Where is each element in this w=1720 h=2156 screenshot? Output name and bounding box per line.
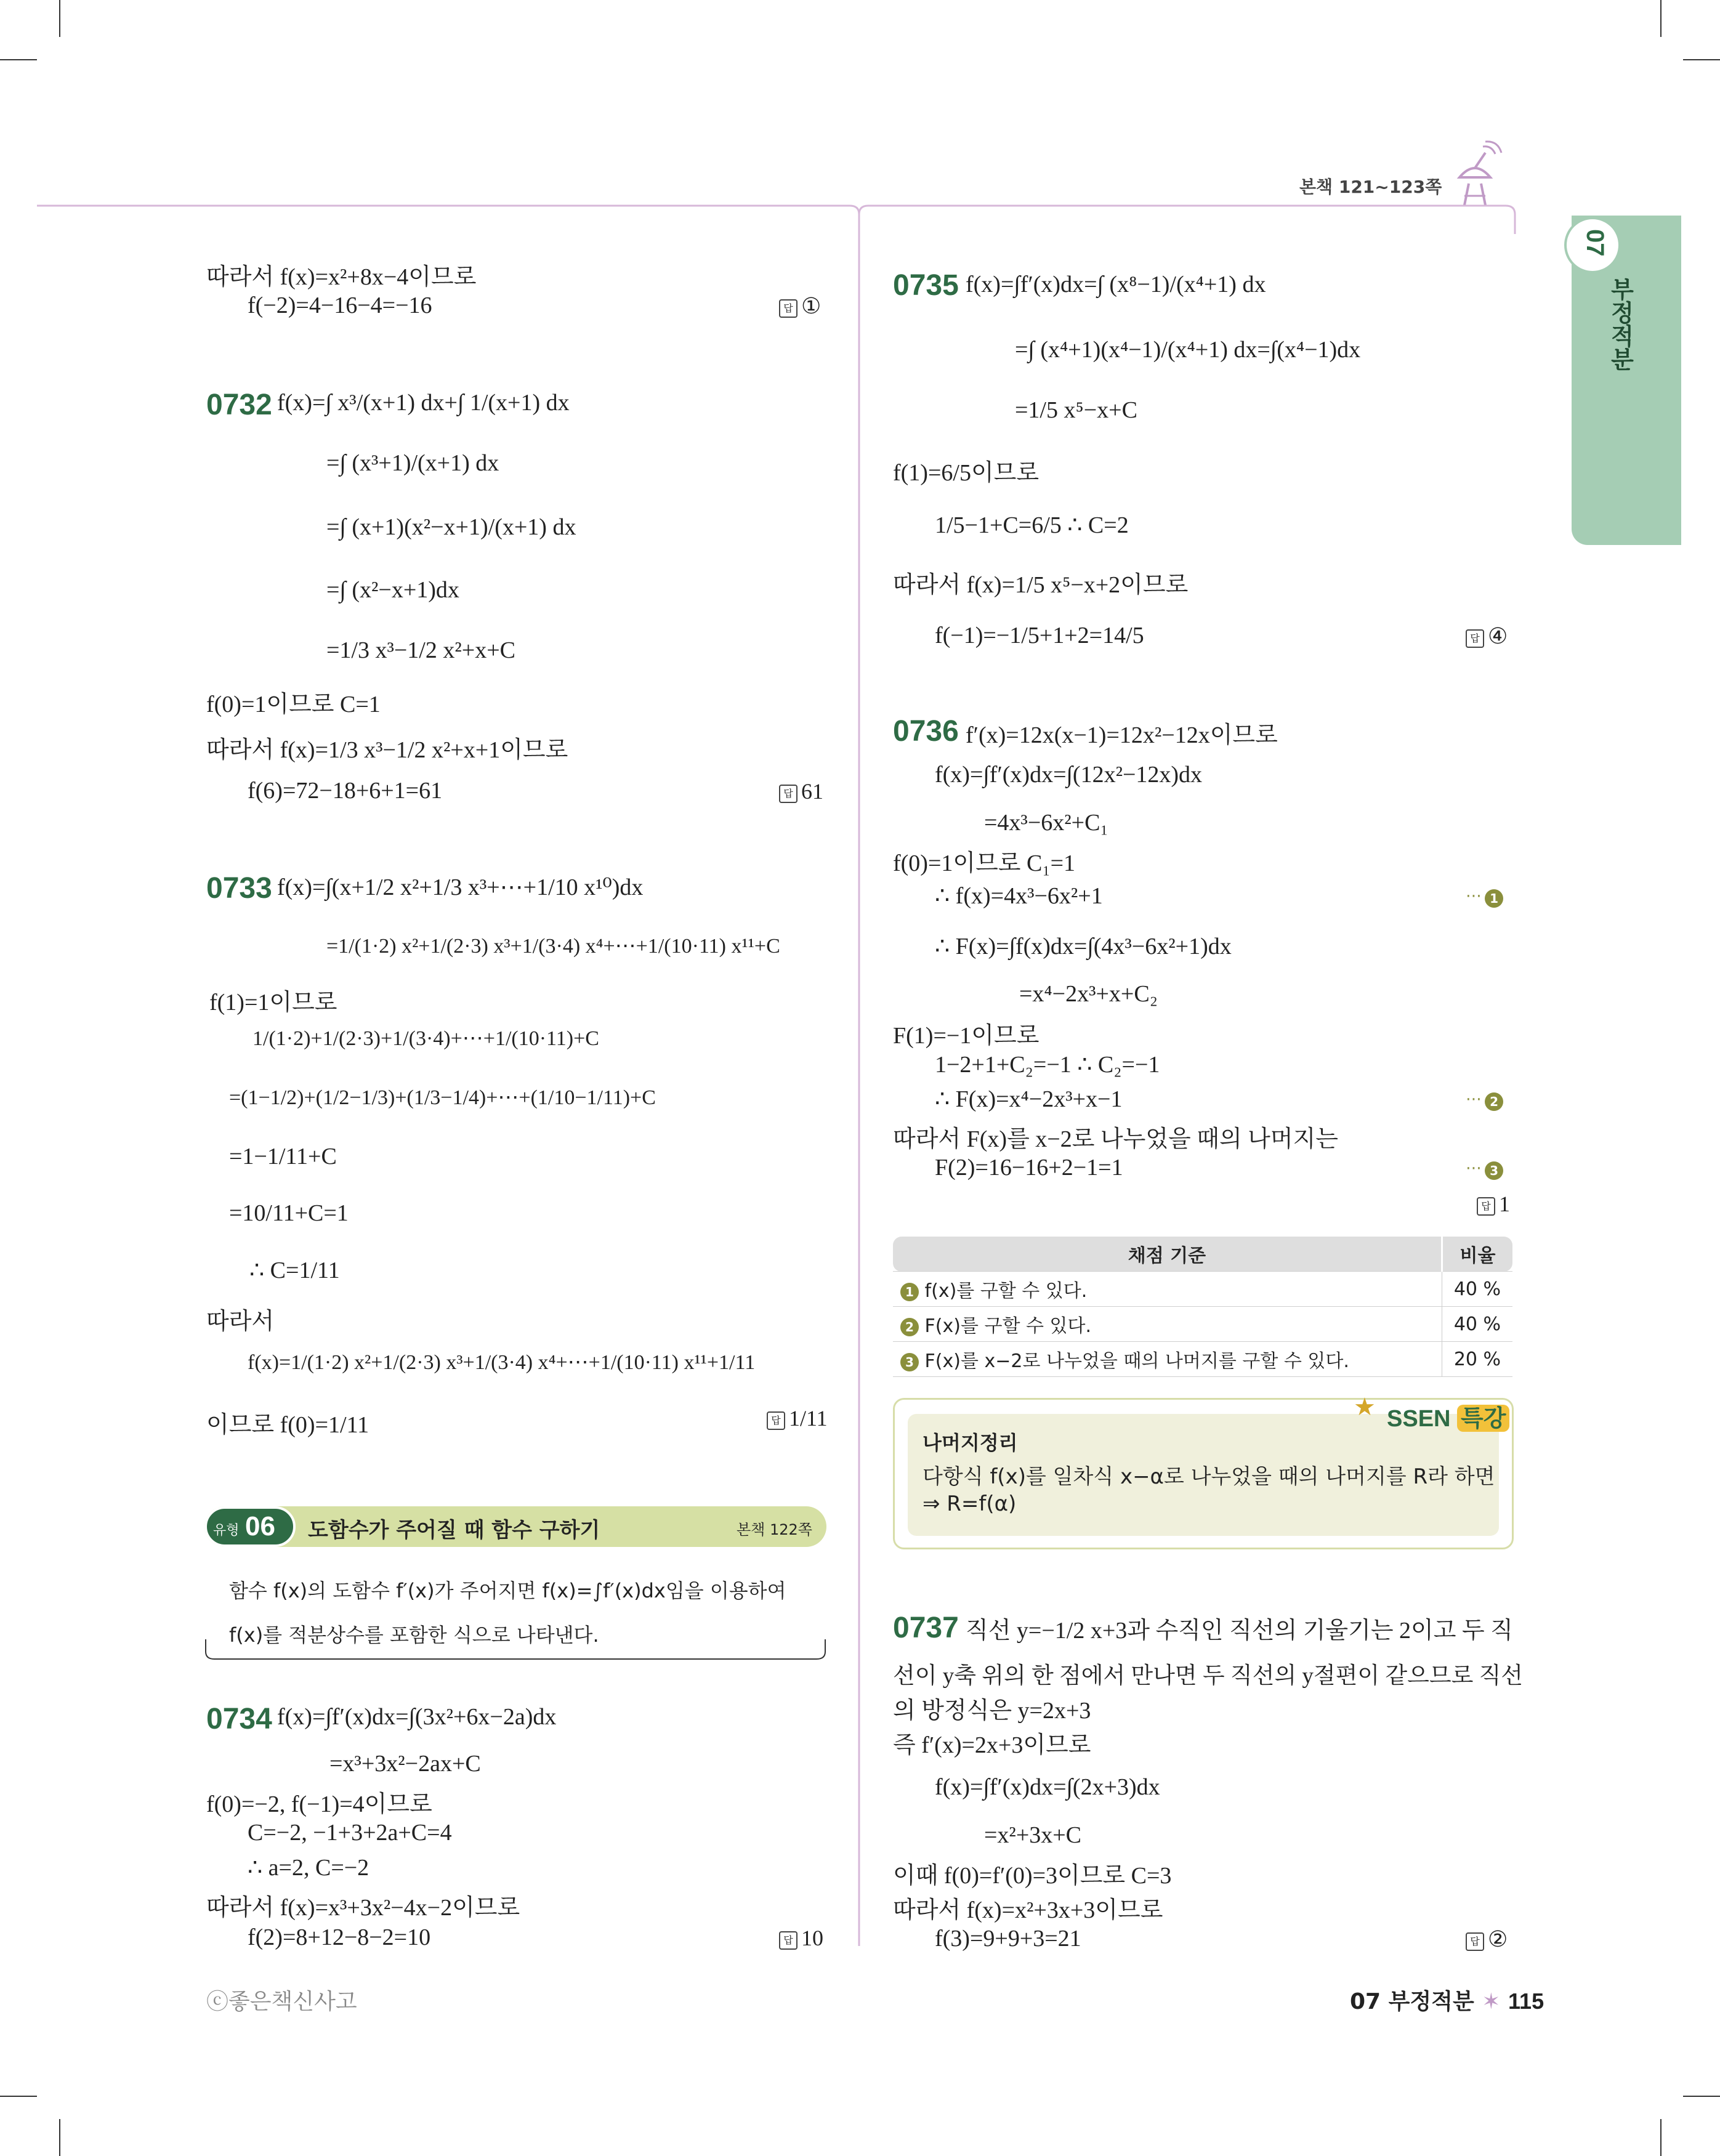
answer-value: 10 [801,1926,823,1950]
solution-line: f(x)=∫f′(x)dx=∫(3x²+6x−2a)dx [277,1704,557,1730]
answer-badge-icon: 답 [1477,1197,1495,1216]
answer [1466,623,1508,649]
grading-table [893,1237,1512,1377]
grading-row [893,1307,1512,1342]
grading-criterion: F(x)를 x−2로 나누었을 때의 나머지를 구할 수 있다. [924,1351,1349,1372]
solution-line: F(2)=16−16+2−1=1 [935,1155,1123,1181]
solution-line: f′(x)=12x(x−1)=12x²−12x이므로 [966,722,1278,748]
answer-badge-icon: 답 [1466,1932,1484,1951]
type-badge-label: 유형 [213,1523,240,1538]
problem-number: 0736 [893,715,959,748]
solution-line: =x⁴−2x³+x+C₂ [1019,981,1158,1007]
special-logo-tag: 특강 [1457,1405,1509,1432]
solution-line: f(3)=9+9+3=21 [935,1926,1081,1952]
solution-line: =1−1/11+C [229,1144,337,1169]
grading-criterion: f(x)를 구할 수 있다. [924,1280,1088,1302]
special-title: 나머지정리 [923,1431,1018,1455]
solution-line: f(x)=∫f′(x)dx=∫ (x⁸−1)/(x⁴+1) dx [966,272,1266,297]
step-marker-2: 2 [900,1318,919,1336]
answer-value: ④ [1488,624,1508,648]
solution-line: 의 방정식은 y=2x+3 [893,1698,1091,1724]
crop-mark [59,0,60,37]
intro-line: f(−2)=4−16−4=−16 [248,293,432,318]
solution-line: =4x³−6x²+C₁ [984,810,1108,836]
solution-line: f(0)=1이므로 C₁=1 [893,850,1076,876]
solution-line: f(6)=72−18+6+1=61 [248,778,443,804]
solution-line: 따라서 f(x)=1/5 x⁵−x+2이므로 [893,572,1189,598]
step-marker: ⋯ 1 [1466,887,1503,908]
crop-mark [59,2119,60,2156]
answer-value: 61 [801,779,823,804]
solution-line: =x³+3x²−2ax+C [329,1751,481,1777]
grading-header-row [893,1237,1512,1272]
type-title: 도함수가 주어질 때 함수 구하기 [308,1518,600,1543]
answer-badge-icon: 답 [779,299,797,318]
solution-line: =∫ (x³+1)/(x+1) dx [326,450,499,476]
solution-line: 따라서 f(x)=1/3 x³−1/2 x²+x+1이므로 [206,737,568,763]
solution-line: 이므로 f(0)=1/11 [206,1412,369,1438]
star-icon: ★ [1354,1393,1376,1421]
type-badge-number: 06 [245,1511,275,1541]
problem-number: 0732 [206,389,272,421]
answer-value: ② [1488,1927,1508,1952]
footer-chapter [1350,1984,1544,2016]
copyright: ⓒ좋은책신사고 [206,1989,357,2014]
special-logo-text: SSEN [1387,1406,1451,1432]
problem-number: 0735 [893,269,959,302]
solution-line: 1/5−1+C=6/5 ∴ C=2 [935,512,1129,538]
footer-chapter-title: 07 부정적분 [1350,1989,1474,2014]
type-box-bracket [204,1638,828,1663]
grading-ratio: 40 % [1442,1272,1512,1307]
solution-line: f(x)=∫ x³/(x+1) dx+∫ 1/(x+1) dx [277,390,570,416]
crop-mark [1660,0,1661,37]
solution-line: f(x)=∫f′(x)dx=∫(2x+3)dx [935,1774,1160,1800]
solution-line: f(0)=1이므로 C=1 [206,692,381,717]
solution-line: F(1)=−1이므로 [893,1023,1040,1049]
page-reference: 본책 121~123쪽 [1299,177,1442,197]
solution-line: f(−1)=−1/5+1+2=14/5 [935,623,1144,648]
solution-line: 따라서 f(x)=x³+3x²−4x−2이므로 [206,1895,520,1921]
page-frame [37,197,1524,1958]
crop-mark [1683,2096,1720,2097]
special-line: 다항식 f(x)를 일차식 x−α로 나누었을 때의 나머지를 R라 하면 [923,1464,1495,1489]
solution-line: ∴ f(x)=4x³−6x²+1 [935,883,1103,909]
answer [1466,1926,1508,1952]
answer [779,778,823,804]
solution-line: =10/11+C=1 [229,1200,349,1226]
page-number: 115 [1508,1988,1544,2014]
step-marker-1: 1 [900,1283,919,1301]
type-badge [204,1506,296,1547]
solution-line: 즉 f′(x)=2x+3이므로 [893,1732,1091,1758]
chapter-tab-number: 07 [1581,229,1609,257]
solution-line: =1/(1·2) x²+1/(2·3) x³+1/(3·4) x⁴+⋯+1/(10·11) x¹¹+C [326,935,780,958]
step-marker: ⋯ 2 [1466,1090,1503,1111]
crop-mark [0,2096,37,2097]
special-line: ⇒ R=f(α) [923,1492,1017,1516]
problem-number: 0734 [206,1703,272,1735]
solution-line: C=−2, −1+3+2a+C=4 [248,1820,452,1846]
answer [779,293,821,319]
step-marker-1: 1 [1485,889,1503,908]
solution-line: f(1)=6/5이므로 [893,460,1040,486]
grading-ratio: 40 % [1442,1307,1512,1342]
grading-header-criteria: 채점 기준 [893,1237,1442,1272]
step-marker-3: 3 [900,1353,919,1371]
crop-mark [1683,59,1720,60]
grading-header-ratio: 비율 [1442,1237,1512,1272]
grading-ratio: 20 % [1442,1342,1512,1377]
answer [1477,1191,1510,1217]
solution-line: ∴ F(x)=∫f(x)dx=∫(4x³−6x²+1)dx [935,934,1232,959]
type-description: 함수 f(x)의 도함수 f′(x)가 주어지면 f(x)=∫f′(x)dx임을 이용하여 [229,1579,786,1602]
solution-line: =∫ (x⁴+1)(x⁴−1)/(x⁴+1) dx=∫(x⁴−1)dx [1015,337,1361,363]
solution-line: 선이 y축 위의 한 점에서 만나면 두 직선의 y절편이 같으므로 직선 [893,1663,1524,1689]
solution-line: 따라서 F(x)를 x−2로 나누었을 때의 나머지는 [893,1126,1338,1152]
solution-line: f(x)=∫(x+1/2 x²+1/3 x³+⋯+1/10 x¹⁰)dx [277,874,644,900]
grading-row [893,1272,1512,1307]
solution-line: =∫ (x+1)(x²−x+1)/(x+1) dx [326,514,576,540]
solution-line: =1/5 x⁵−x+C [1015,397,1137,423]
answer [767,1405,828,1431]
grading-criterion: F(x)를 구할 수 있다. [924,1315,1091,1337]
solution-line: 따라서 f(x)=x²+3x+3이므로 [893,1897,1163,1923]
special-logo [1387,1399,1509,1433]
solution-line: =(1−1/2)+(1/2−1/3)+(1/3−1/4)+⋯+(1/10−1/11)+C [229,1086,656,1109]
solution-line: ∴ C=1/11 [249,1258,340,1283]
solution-line: =1/3 x³−1/2 x²+x+C [326,637,515,663]
grading-row [893,1342,1512,1377]
problem-number: 0737 [893,1612,959,1644]
crop-mark [0,59,37,60]
step-marker-2: 2 [1485,1092,1503,1111]
chapter-tab-title: 부정적분 [1607,277,1634,371]
solution-line: f(x)=∫f′(x)dx=∫(12x²−12x)dx [935,762,1203,788]
solution-line: f(1)=1이므로 [209,990,337,1015]
answer-value: 1 [1499,1192,1510,1216]
solution-line: 이때 f(0)=f′(0)=3이므로 C=3 [893,1863,1172,1889]
solution-line: ∴ a=2, C=−2 [248,1855,369,1881]
solution-line: ∴ F(x)=x⁴−2x³+x−1 [935,1086,1123,1112]
solution-line: 직선 y=−1/2 x+3과 수직인 직선의 기울기는 2이고 두 직 [966,1618,1513,1644]
solution-line: 따라서 [206,1309,275,1334]
solution-line: =x²+3x+C [984,1822,1082,1848]
solution-line: f(0)=−2, f(−1)=4이므로 [206,1791,432,1817]
type-description: f(x)를 적분상수를 포함한 식으로 나타낸다. [229,1623,599,1647]
step-marker: ⋯ 3 [1466,1159,1503,1180]
solution-line: =∫ (x²−x+1)dx [326,577,459,603]
crop-mark [1660,2119,1661,2156]
answer-value: ① [801,294,822,318]
solution-line: f(2)=8+12−8−2=10 [248,1924,431,1950]
solution-line: f(x)=1/(1·2) x²+1/(2·3) x³+1/(3·4) x⁴+⋯+1/(10·11) x¹¹+1/11 [248,1351,756,1374]
answer-badge-icon: 답 [779,1931,797,1950]
answer-badge-icon: 답 [767,1411,785,1430]
step-marker-3: 3 [1485,1161,1503,1180]
type-ref: 본책 122쪽 [737,1521,812,1538]
problem-number: 0733 [206,872,272,905]
intro-line: 따라서 f(x)=x²+8x−4이므로 [206,264,477,290]
answer-badge-icon: 답 [1466,629,1484,648]
answer-value: 1/11 [789,1406,828,1431]
answer [779,1925,823,1951]
solution-line: 1/(1·2)+1/(2·3)+1/(3·4)+⋯+1/(10·11)+C [252,1027,599,1050]
solution-line: 1−2+1+C₂=−1 ∴ C₂=−1 [935,1052,1160,1078]
answer-badge-icon: 답 [779,785,797,803]
footer-star-icon: ✶ [1482,1989,1501,2014]
